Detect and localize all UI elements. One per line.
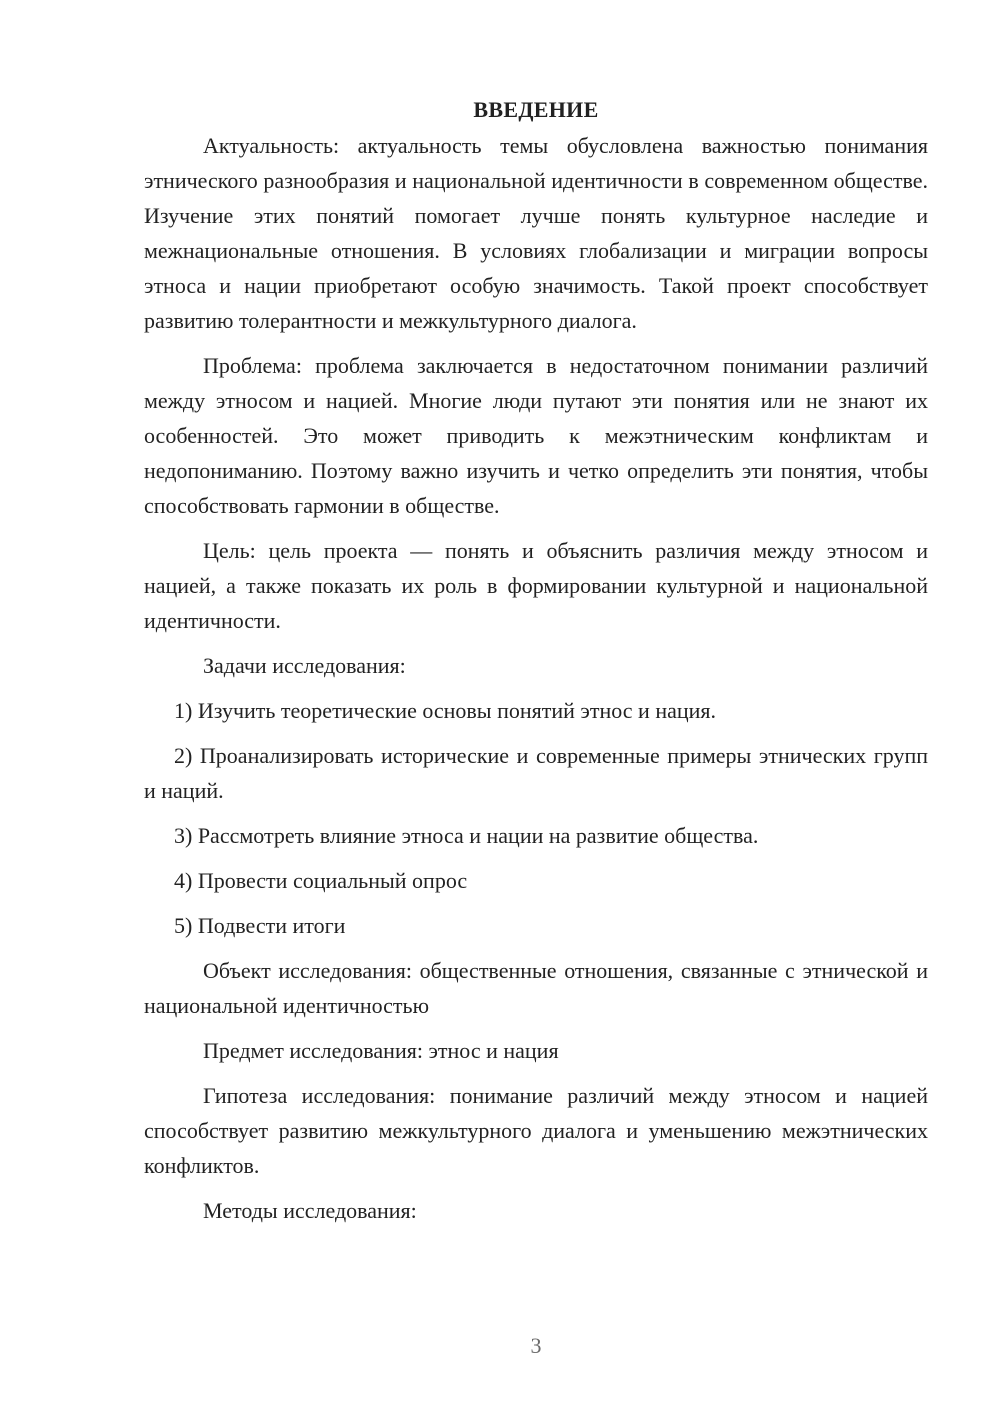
goal-paragraph: Цель: цель проекта — понять и объяснить различия между этносом и нацией, а также показать их роль в формировании культурной и национальной идентичности. (144, 538, 928, 633)
methods-heading: Методы исследования: (203, 1198, 417, 1223)
task-item-1: 1) Изучить теоретические основы понятий этнос и нация. (174, 698, 717, 723)
research-object-paragraph: Объект исследования: общественные отношения, связанные с этнической и национальной идентичностью (144, 958, 928, 1018)
page-number: 3 (530, 1333, 542, 1358)
relevance-paragraph: Актуальность: актуальность темы обусловлена важностью понимания этнического разнообразия и национальной идентичности в современном обществе. Изучение этих понятий помогает лучше понять культурное наследие и межнациональные отношения. В условиях глобализации и миграции вопросы этноса и нации приобретают особую значимость. Такой проект способствует развитию толерантности и межкультурного диалога. (144, 133, 928, 333)
hypothesis-paragraph: Гипотеза исследования: понимание различий между этносом и нацией способствует развитию межкультурного диалога и уменьшению межэтнических конфликтов. (144, 1083, 928, 1178)
research-subject-paragraph: Предмет исследования: этнос и нация (203, 1038, 559, 1063)
task-item-5: 5) Подвести итоги (174, 913, 346, 938)
tasks-heading: Задачи исследования: (203, 653, 406, 678)
section-title: ВВЕДЕНИЕ (473, 97, 599, 122)
task-item-4: 4) Провести социальный опрос (174, 868, 468, 893)
document-page (144, 88, 928, 1238)
problem-paragraph: Проблема: проблема заключается в недостаточном понимании различий между этносом и нацией. Многие люди путают эти понятия или не знают их особенностей. Это может приводить к межэтническим конфликтам и недопониманию. Поэтому важно изучить и четко определить эти понятия, чтобы способствовать гармонии в обществе. (144, 353, 928, 518)
task-item-2: 2) Проанализировать исторические и современные примеры этнических групп и наций. (144, 743, 928, 803)
task-item-3: 3) Рассмотреть влияние этноса и нации на развитие общества. (174, 823, 759, 848)
